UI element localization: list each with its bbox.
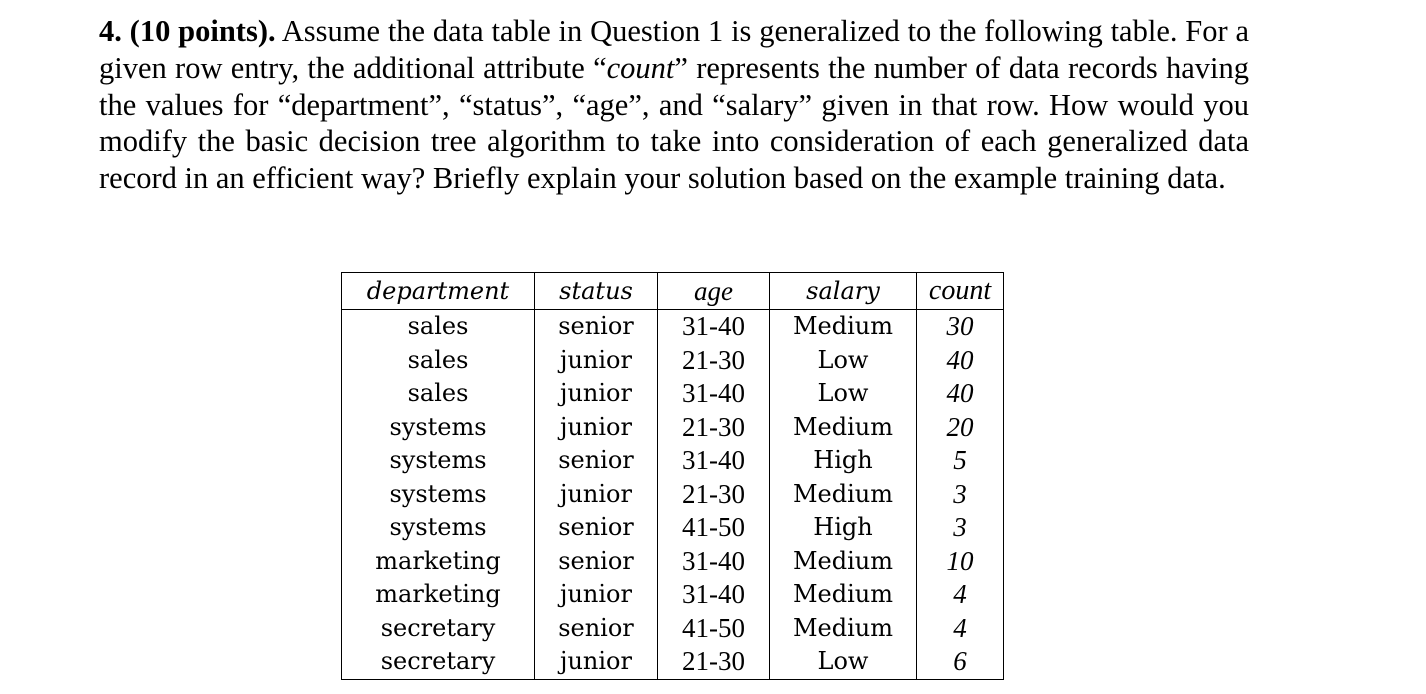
table-row — [342, 310, 1004, 344]
cell-salary: Low — [770, 344, 917, 378]
cell-department: sales — [342, 344, 535, 378]
cell-count: 4 — [917, 578, 1004, 612]
cell-age: 21-30 — [658, 344, 770, 378]
cell-status: senior — [535, 511, 658, 545]
table-row — [342, 612, 1004, 646]
cell-salary: Low — [770, 645, 917, 679]
cell-count: 10 — [917, 545, 1004, 579]
cell-count: 4 — [917, 612, 1004, 646]
cell-count: 40 — [917, 344, 1004, 378]
cell-salary: Low — [770, 377, 917, 411]
table-row — [342, 411, 1004, 445]
header-age: age — [658, 273, 770, 310]
cell-age: 41-50 — [658, 612, 770, 646]
cell-age: 31-40 — [658, 310, 770, 344]
cell-status: senior — [535, 612, 658, 646]
cell-age: 31-40 — [658, 578, 770, 612]
cell-salary: Medium — [770, 578, 917, 612]
cell-department: marketing — [342, 578, 535, 612]
cell-status: senior — [535, 545, 658, 579]
cell-age: 21-30 — [658, 411, 770, 445]
table-row — [342, 645, 1004, 679]
cell-count: 3 — [917, 478, 1004, 512]
cell-department: systems — [342, 411, 535, 445]
cell-status: junior — [535, 411, 658, 445]
cell-salary: High — [770, 444, 917, 478]
cell-status: senior — [535, 444, 658, 478]
cell-count: 20 — [917, 411, 1004, 445]
cell-age: 31-40 — [658, 444, 770, 478]
cell-salary: Medium — [770, 411, 917, 445]
table-row — [342, 545, 1004, 579]
question-text-part1: Assume the data table in Question 1 is generalized to the following table. For a given row entry, the additional attribute “ — [99, 14, 1249, 85]
cell-department: sales — [342, 377, 535, 411]
cell-age: 41-50 — [658, 511, 770, 545]
cell-status: senior — [535, 310, 658, 344]
cell-count: 40 — [917, 377, 1004, 411]
question-number: 4. (10 points). — [99, 14, 276, 48]
cell-age: 21-30 — [658, 478, 770, 512]
cell-count: 3 — [917, 511, 1004, 545]
cell-department: secretary — [342, 645, 535, 679]
table-body — [342, 310, 1004, 680]
table-row — [342, 444, 1004, 478]
cell-salary: Medium — [770, 478, 917, 512]
header-salary: salary — [770, 273, 917, 310]
cell-department: systems — [342, 478, 535, 512]
cell-age: 31-40 — [658, 545, 770, 579]
cell-status: junior — [535, 478, 658, 512]
cell-salary: Medium — [770, 310, 917, 344]
cell-department: systems — [342, 511, 535, 545]
cell-department: systems — [342, 444, 535, 478]
cell-age: 21-30 — [658, 645, 770, 679]
cell-salary: High — [770, 511, 917, 545]
training-data-table — [341, 272, 1004, 680]
cell-salary: Medium — [770, 545, 917, 579]
cell-status: junior — [535, 344, 658, 378]
table-row — [342, 578, 1004, 612]
header-department: department — [342, 273, 535, 310]
header-count: count — [917, 273, 1004, 310]
question-text-part2: ” represents the number of data records having the values for “department”, “status”, “age”, and “salary” given in that row. How would you modify the basic decision tree algorithm to take into consideration of each generalized data record in an efficient way? Briefly explain your solution based on the example training data. — [99, 50, 1249, 196]
cell-count: 5 — [917, 444, 1004, 478]
table-row — [342, 478, 1004, 512]
cell-status: junior — [535, 578, 658, 612]
cell-department: marketing — [342, 545, 535, 579]
count-term: count — [606, 50, 675, 85]
table-row — [342, 511, 1004, 545]
cell-department: secretary — [342, 612, 535, 646]
table-row — [342, 344, 1004, 378]
header-status: status — [535, 273, 658, 310]
table-row — [342, 377, 1004, 411]
cell-department: sales — [342, 310, 535, 344]
cell-age: 31-40 — [658, 377, 770, 411]
table-header-row — [342, 273, 1004, 310]
cell-count: 6 — [917, 645, 1004, 679]
cell-count: 30 — [917, 310, 1004, 344]
cell-status: junior — [535, 645, 658, 679]
cell-salary: Medium — [770, 612, 917, 646]
question-paragraph — [99, 13, 1249, 197]
cell-status: junior — [535, 377, 658, 411]
